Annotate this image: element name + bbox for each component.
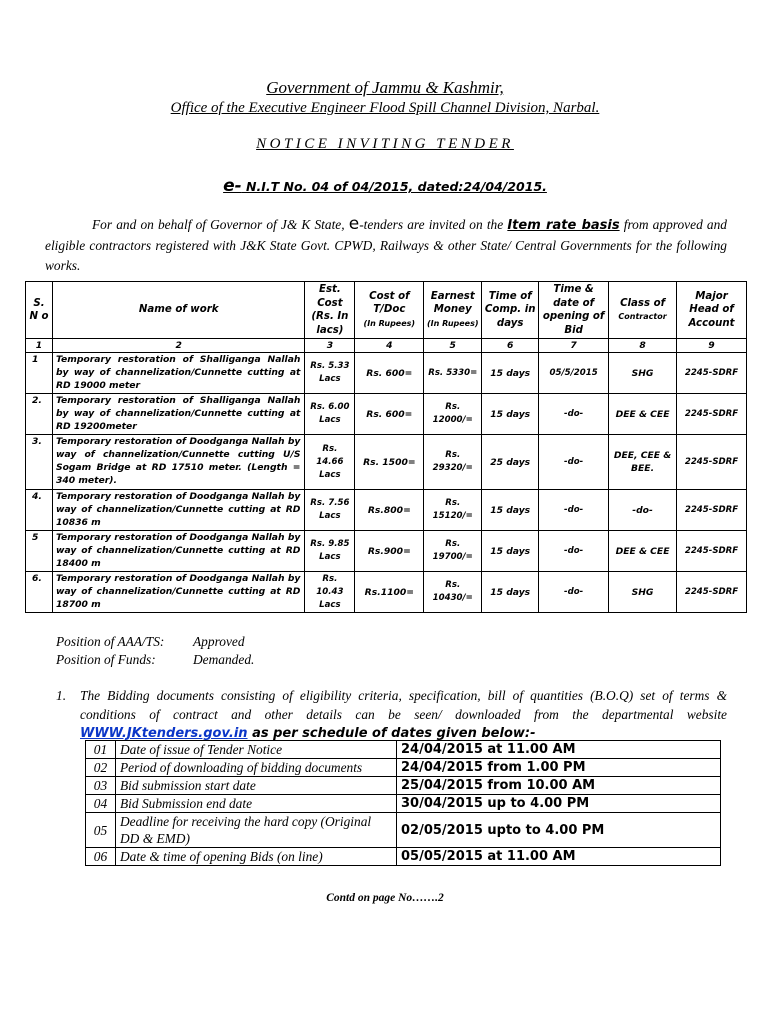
notice-heading: NOTICE INVITING TENDER — [256, 136, 514, 152]
work-class: SHG — [609, 572, 677, 613]
header-earnest-label: Earnest Money — [430, 290, 475, 316]
schedule-value: 24/04/2015 from 1.00 PM — [397, 759, 721, 777]
col-number: 2 — [52, 339, 304, 353]
work-tdoc: Rs.900= — [355, 531, 424, 572]
work-name: Temporary restoration of Doodganga Nallah by way of channelization/Cunnette cutting at RD 18400 m — [52, 531, 304, 572]
header-head: Major Head of Account — [677, 282, 747, 339]
works-row — [26, 353, 747, 394]
schedule-table — [85, 740, 721, 866]
work-tdoc: Rs. 600= — [355, 394, 424, 435]
work-sno: 5 — [26, 531, 53, 572]
work-time: 15 days — [482, 394, 539, 435]
continued-note: Contd on page No…….2 — [326, 892, 444, 904]
work-sno: 2. — [26, 394, 53, 435]
intro-part1: For and on behalf of Governor of J& K State, — [92, 217, 349, 232]
header-class-label: Class of — [620, 297, 666, 309]
work-class: DEE & CEE — [609, 394, 677, 435]
work-cost: Rs. 5.33 Lacs — [305, 353, 355, 394]
work-head: 2245-SDRF — [677, 435, 747, 490]
schedule-desc: Date of issue of Tender Notice — [116, 741, 397, 759]
work-earnest: Rs. 15120/= — [424, 490, 482, 531]
intro-part2: -tenders are invited on the — [359, 217, 508, 232]
work-earnest: Rs. 5330= — [424, 353, 482, 394]
col-number: 3 — [305, 339, 355, 353]
schedule-no: 04 — [86, 795, 116, 813]
work-time: 25 days — [482, 435, 539, 490]
work-head: 2245-SDRF — [677, 531, 747, 572]
header-earnest — [424, 282, 482, 339]
work-tdoc: Rs. 1500= — [355, 435, 424, 490]
header-time: Time of Comp. in days — [482, 282, 539, 339]
work-time: 15 days — [482, 490, 539, 531]
work-time: 15 days — [482, 572, 539, 613]
position-block — [56, 633, 254, 669]
work-class: SHG — [609, 353, 677, 394]
nit-number — [0, 176, 770, 196]
funds-value: Demanded. — [193, 652, 255, 667]
nit-text: N.I.T No. 04 of 04/2015, dated:24/04/2015. — [241, 179, 547, 194]
schedule-desc: Bid Submission end date — [116, 795, 397, 813]
header-tdoc — [355, 282, 424, 339]
schedule-value: 30/04/2015 up to 4.00 PM — [397, 795, 721, 813]
schedule-no: 02 — [86, 759, 116, 777]
nit-prefix: e- — [223, 176, 242, 196]
schedule-row — [86, 795, 721, 813]
work-sno: 3. — [26, 435, 53, 490]
bidding-schedule-text: as per schedule of dates given below:- — [247, 726, 536, 741]
work-head: 2245-SDRF — [677, 490, 747, 531]
office-title: Office of the Executive Engineer Flood Spill Channel Division, Narbal. — [170, 100, 600, 116]
work-sno: 6. — [26, 572, 53, 613]
works-table — [25, 281, 747, 613]
work-tdoc: Rs.1100= — [355, 572, 424, 613]
col-number: 4 — [355, 339, 424, 353]
schedule-desc: Period of downloading of bidding documents — [116, 759, 397, 777]
work-time: 15 days — [482, 531, 539, 572]
work-time: 15 days — [482, 353, 539, 394]
schedule-desc: Date & time of opening Bids (on line) — [116, 848, 397, 866]
bidding-text: The Bidding documents consisting of eligibility criteria, specification, bill of quantities (B.O.Q) set of terms & conditions of contract and other details can be seen/ downloaded from the departmental website — [80, 688, 727, 722]
work-name: Temporary restoration of Doodganga Nallah by way of channelization/Cunnette cutting at RD 18700 m — [52, 572, 304, 613]
schedule-desc: Bid submission start date — [116, 777, 397, 795]
col-number: 1 — [26, 339, 53, 353]
header-opening: Time & date of opening of Bid — [539, 282, 609, 339]
bidding-number: 1. — [56, 688, 67, 703]
work-name: Temporary restoration of Shalliganga Nallah by way of channelization/Cunnette cutting at RD 19200meter — [52, 394, 304, 435]
work-sno: 4. — [26, 490, 53, 531]
work-opening: 05/5/2015 — [539, 353, 609, 394]
schedule-row — [86, 848, 721, 866]
work-earnest: Rs. 29320/= — [424, 435, 482, 490]
schedule-no: 01 — [86, 741, 116, 759]
work-cost: Rs. 14.66 Lacs — [305, 435, 355, 490]
work-name: Temporary restoration of Doodganga Nallah by way of channelization/Cunnette cutting U/S Sogam Bridge at RD 17510 meter. (Length = 340 meter). — [52, 435, 304, 490]
schedule-value: 05/05/2015 at 11.00 AM — [397, 848, 721, 866]
schedule-desc: Deadline for receiving the hard copy (Original DD & EMD) — [116, 813, 397, 848]
work-tdoc: Rs.800= — [355, 490, 424, 531]
work-earnest: Rs. 19700/= — [424, 531, 482, 572]
schedule-no: 03 — [86, 777, 116, 795]
col-number: 6 — [482, 339, 539, 353]
works-row — [26, 394, 747, 435]
work-opening: -do- — [539, 490, 609, 531]
funds-label: Position of Funds: — [56, 652, 156, 667]
work-cost: Rs. 6.00 Lacs — [305, 394, 355, 435]
work-tdoc: Rs. 600= — [355, 353, 424, 394]
header-tdoc-sub: (In Rupees) — [363, 318, 416, 328]
work-name: Temporary restoration of Doodganga Nallah by way of channelization/Cunnette cutting at RD 10836 m — [52, 490, 304, 531]
schedule-row — [86, 741, 721, 759]
schedule-no: 05 — [86, 813, 116, 848]
work-class: DEE, CEE & BEE. — [609, 435, 677, 490]
header-earnest-sub: (In Rupees) — [426, 318, 479, 328]
bidding-paragraph — [56, 687, 727, 744]
work-cost: Rs. 7.56 Lacs — [305, 490, 355, 531]
schedule-row — [86, 777, 721, 795]
work-opening: -do- — [539, 394, 609, 435]
header-sno: S. N o — [26, 282, 53, 339]
work-earnest: Rs. 12000/= — [424, 394, 482, 435]
government-title: Government of Jammu & Kashmir, — [266, 78, 504, 97]
work-earnest: Rs. 10430/= — [424, 572, 482, 613]
works-row — [26, 531, 747, 572]
work-cost: Rs. 9.85 Lacs — [305, 531, 355, 572]
schedule-row — [86, 813, 721, 848]
work-sno: 1 — [26, 353, 53, 394]
schedule-value: 25/04/2015 from 10.00 AM — [397, 777, 721, 795]
aaa-label: Position of AAA/TS: — [56, 634, 165, 649]
work-head: 2245-SDRF — [677, 394, 747, 435]
col-number: 8 — [609, 339, 677, 353]
work-class: DEE & CEE — [609, 531, 677, 572]
work-name: Temporary restoration of Shalliganga Nallah by way of channelization/Cunnette cutting at RD 19000 meter — [52, 353, 304, 394]
work-opening: -do- — [539, 435, 609, 490]
work-class: -do- — [609, 490, 677, 531]
header-class-sub: Contractor — [618, 312, 667, 321]
work-head: 2245-SDRF — [677, 353, 747, 394]
header-name: Name of work — [52, 282, 304, 339]
aaa-line — [56, 633, 254, 651]
intro-basis: Item rate basis — [507, 218, 620, 233]
works-row — [26, 490, 747, 531]
col-number: 9 — [677, 339, 747, 353]
works-header-row — [26, 282, 747, 339]
intro-e-letter: e — [348, 214, 360, 234]
works-row — [26, 435, 747, 490]
jktenders-link[interactable]: WWW.JKtenders.gov.in — [80, 726, 248, 741]
col-number: 7 — [539, 339, 609, 353]
aaa-value: Approved — [193, 634, 245, 649]
schedule-no: 06 — [86, 848, 116, 866]
col-number: 5 — [424, 339, 482, 353]
header-class — [609, 282, 677, 339]
funds-line — [56, 651, 254, 669]
work-opening: -do- — [539, 572, 609, 613]
column-number-row — [26, 339, 747, 353]
intro-part3: from approved and eligible contractors registered with J&K State Govt. CPWD, Railways & other State/ Central Governments for the following works. — [45, 217, 727, 273]
work-opening: -do- — [539, 531, 609, 572]
header-tdoc-label: Cost of T/Doc — [369, 290, 410, 316]
intro-paragraph — [45, 215, 727, 276]
schedule-value: 02/05/2015 upto to 4.00 PM — [397, 813, 721, 848]
schedule-value: 24/04/2015 at 11.00 AM — [397, 741, 721, 759]
schedule-row — [86, 759, 721, 777]
header-cost: Est. Cost (Rs. In lacs) — [305, 282, 355, 339]
works-row — [26, 572, 747, 613]
work-head: 2245-SDRF — [677, 572, 747, 613]
work-cost: Rs. 10.43 Lacs — [305, 572, 355, 613]
